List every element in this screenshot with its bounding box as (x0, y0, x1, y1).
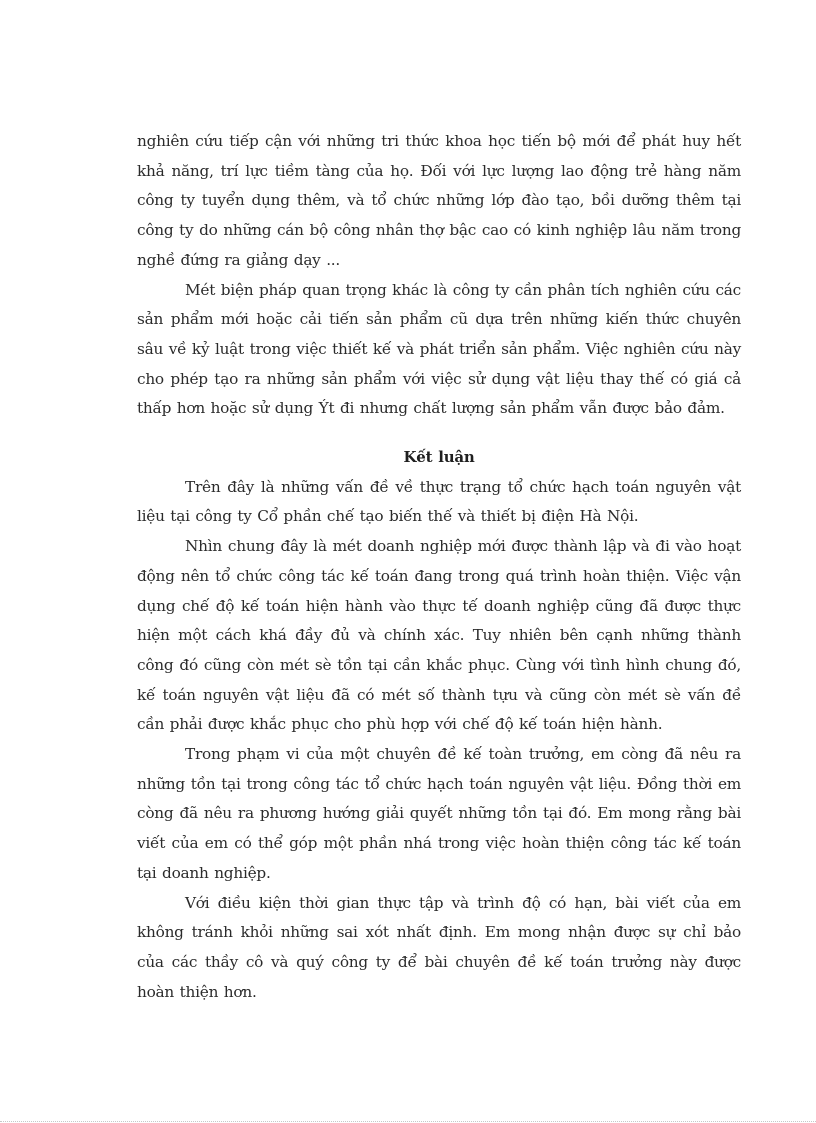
paragraph-product-research: Mét biện pháp quan trọng khác là công ty cần phân tích nghiên cứu các sản phẩm mới hoặc cải tiến sản phẩm cũ dựa trên những kiến thức chuyên sâu về kỷ luật trong việc thiết kế và phát triển sản phẩm. Việc nghiên cứu này cho phép tạo ra những sản phẩm với việc sử dụng vật liệu thay thế có giá cả thấp hơn hoặc sử dụng Ýt đi nhưng chất lượng sản phẩm vẫn được bảo đảm. (137, 280, 741, 418)
paragraph-continuation: nghiên cứu tiếp cận với những tri thức khoa học tiến bộ mới để phát huy hết khả năng, trí lực tiềm tàng của họ. Đối với lực lượng lao động trẻ hàng năm công ty tuyển dụng thêm, và tổ chức những lớp đào tạo, bồi dưỡng thêm tại công ty do những cán bộ công nhân thợ bậc cao có kinh nghiệp lâu năm trong nghề đứng ra giảng dạy ... (137, 132, 741, 269)
paragraph-conclusion-intro: Trên đây là những vấn đề về thực trạng tổ chức hạch toán nguyên vật liệu tại công ty Cổ phần chế tạo biến thế và thiết bị điện Hà Nội. (137, 477, 741, 526)
document-body (137, 127, 741, 1007)
paragraph-conclusion-overview: Nhìn chung đây là mét doanh nghiệp mới được thành lập và đi vào hoạt động nên tổ chức công tác kế toán đang trong quá trình hoàn thiện. Việc vận dụng chế độ kế toán hiện hành vào thực tế doanh nghiệp cũng đã được thực hiện một cách khá đầy đủ và chính xác. Tuy nhiên bên cạnh những thành công đó cũng còn mét sè tồn tại cần khắc phục. Cùng với tình hình chung đó, kế toán nguyên vật liệu đã có mét số thành tựu và cũng còn mét sè vấn đề cần phải được khắc phục cho phù hợp với chế độ kế toán hiện hành. (137, 537, 741, 734)
paragraph-conclusion-scope: Trong phạm vi của một chuyên đề kế toàn trưởng, em còng đã nêu ra những tồn tại trong công tác tổ chức hạch toán nguyên vật liệu. Đồng thời em còng đã nêu ra phương hướng giải quyết những tồn tại đó. Em mong rằng bài viết của em có thể góp một phần nhá trong việc hoàn thiện công tác kế toán tại doanh nghiệp. (137, 745, 741, 882)
page-bottom-divider (0, 1121, 816, 1122)
section-heading-conclusion: Kết luận (403, 448, 475, 467)
paragraph-conclusion-closing: Với điều kiện thời gian thực tập và trình độ có hạn, bài viết của em không tránh khỏi những sai xót nhất định. Em mong nhận được sự chỉ bảo của các thầy cô và quý công ty để bài chuyên đề kế toán trưởng này được hoàn thiện hơn. (137, 893, 741, 1001)
